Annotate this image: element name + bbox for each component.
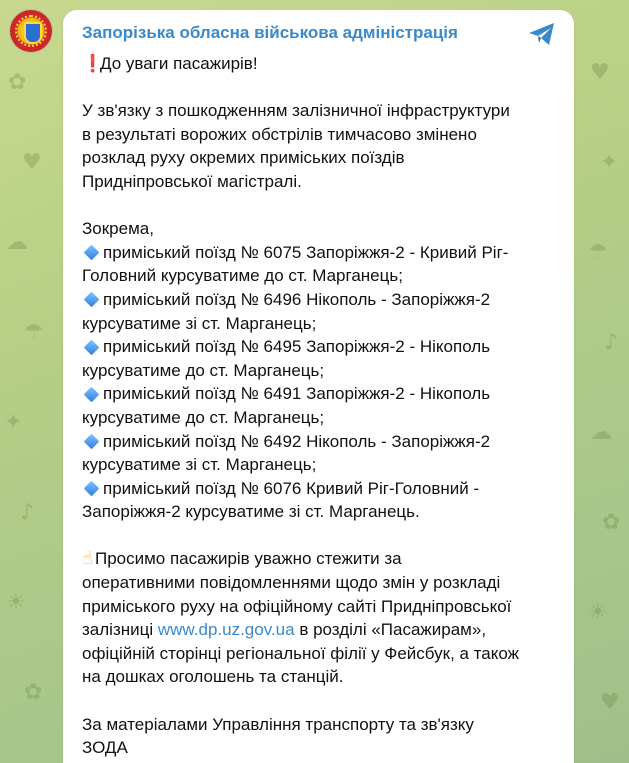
telegram-paper-plane-icon <box>527 20 557 48</box>
route-text: приміський поїзд № 6076 Кривий Ріг-Головний - <box>103 478 480 498</box>
small-blue-diamond-icon <box>84 434 100 450</box>
message-title: До уваги пасажирів! <box>100 54 258 73</box>
route-item-continuation: курсуватиме зі ст. Марганець; <box>82 455 317 475</box>
message-text <box>82 52 562 760</box>
route-item <box>82 382 562 406</box>
request-text: в розділі «Пасажирам», <box>294 620 487 640</box>
route-item-continuation: Головний курсуватиме до ст. Марганець; <box>82 266 403 286</box>
request-line: на дошках оголошень та станцій. <box>82 667 344 687</box>
request-text: Просимо пасажирів уважно стежити за <box>94 549 402 569</box>
route-item <box>82 241 562 265</box>
small-blue-diamond-icon <box>84 339 100 355</box>
share-button[interactable] <box>527 20 557 48</box>
request-line <box>82 618 562 642</box>
small-blue-diamond-icon <box>84 387 100 403</box>
route-text: приміський поїзд № 6496 Нікополь - Запоріжжя-2 <box>103 289 491 309</box>
index-pointing-up-icon: ☝ <box>82 548 93 570</box>
red-exclamation-icon: ❗ <box>82 54 104 73</box>
route-item-continuation: курсуватиме до ст. Марганець; <box>82 407 325 427</box>
request-line: оперативними повідомленнями щодо змін у розкладі <box>82 573 501 593</box>
request-line: офіційній сторінці регіональної філії у Фейсбук, а також <box>82 643 520 663</box>
request-line: приміського руху на офіційному сайті Придніпровської <box>82 596 512 616</box>
small-blue-diamond-icon <box>84 245 100 261</box>
channel-avatar[interactable] <box>10 10 52 52</box>
small-blue-diamond-icon <box>84 481 100 497</box>
intro-line: У зв'язку з пошкодженням залізничної інфраструктури <box>82 101 510 121</box>
railway-website-link[interactable]: www.dp.uz.gov.ua <box>157 620 295 640</box>
route-item-continuation: курсуватиме до ст. Марганець; <box>82 360 325 380</box>
request-line <box>82 547 562 571</box>
message-title-line <box>82 52 562 76</box>
message-bubble <box>63 10 574 763</box>
route-item <box>82 477 562 501</box>
route-text: приміський поїзд № 6495 Запоріжжя-2 - Нікополь <box>103 337 491 357</box>
route-item <box>82 430 562 454</box>
route-item-continuation: курсуватиме зі ст. Марганець; <box>82 313 317 333</box>
list-intro: Зокрема, <box>82 219 154 239</box>
route-item <box>82 335 562 359</box>
route-item-continuation: Запоріжжя-2 курсуватиме зі ст. Марганець. <box>82 502 420 522</box>
chat-wallpaper: ✿ ♥ ☁ ☂ ✦ ♪ ☀ ✿ ♥ ✦ ☂ ♪ ☁ ✿ ☀ ♥ <box>4 60 621 715</box>
channel-name[interactable]: Запорізька обласна військова адміністрація <box>82 23 458 42</box>
route-text: приміський поїзд № 6075 Запоріжжя-2 - Кривий Ріг- <box>103 242 509 262</box>
avatar-crest <box>24 22 42 44</box>
intro-line: Придніпровської магістралі. <box>82 171 302 191</box>
route-item <box>82 288 562 312</box>
small-blue-diamond-icon <box>84 292 100 308</box>
route-text: приміський поїзд № 6491 Запоріжжя-2 - Нікополь <box>103 384 491 404</box>
intro-line: в результаті ворожих обстрілів тимчасово змінено <box>82 124 477 144</box>
source-line: ЗОДА <box>82 738 128 758</box>
route-text: приміський поїзд № 6492 Нікополь - Запоріжжя-2 <box>103 431 491 451</box>
request-text: залізниці <box>82 620 158 640</box>
source-line: За матеріалами Управління транспорту та зв'язку <box>82 714 474 734</box>
intro-line: розклад руху окремих приміських поїздів <box>82 148 405 168</box>
